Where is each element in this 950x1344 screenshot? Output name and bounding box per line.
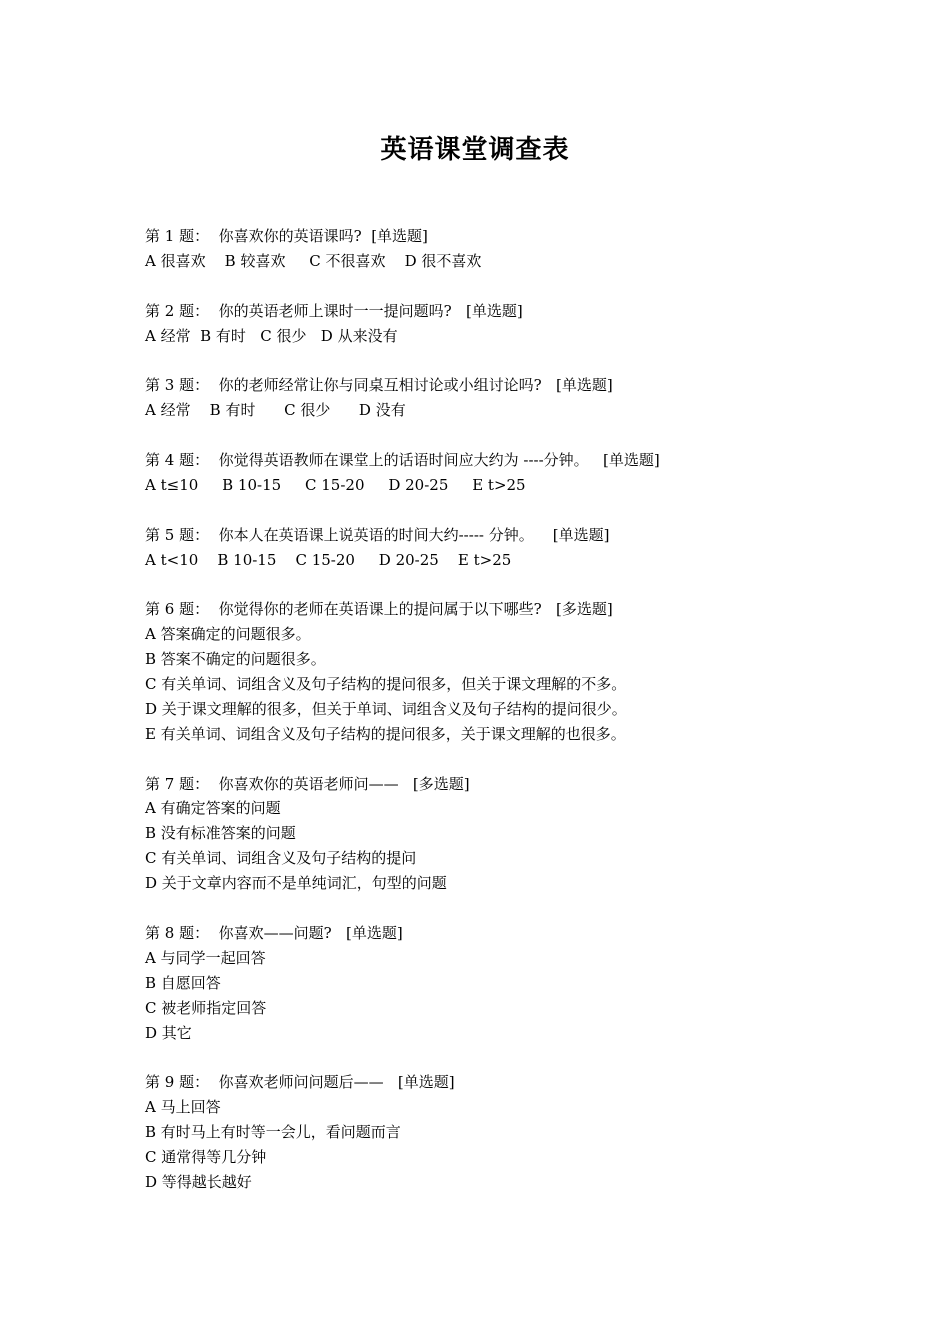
question-prompt: 第 2 题： 你的英语老师上课时一一提问题吗? [单选题] <box>145 301 523 320</box>
question-prompt: 第 7 题： 你喜欢你的英语老师问—— [多选题] <box>145 774 470 793</box>
question-4 <box>145 448 845 498</box>
question-option: D 关于课文理解的很多，但关于单词、词组含义及句子结构的提问很少。 <box>145 699 627 718</box>
question-prompt: 第 8 题： 你喜欢——问题? [单选题] <box>145 923 403 942</box>
question-2 <box>145 299 845 349</box>
document-title: 英语课堂调查表 <box>380 135 570 165</box>
question-prompt: 第 6 题： 你觉得你的老师在英语课上的提问属于以下哪些? [多选题] <box>145 600 613 619</box>
question-option: C 有关单词、词组含义及句子结构的提问很多，但关于课文理解的不多。 <box>145 675 627 694</box>
question-3 <box>145 373 845 423</box>
question-prompt: 第 4 题： 你觉得英语教师在课堂上的话语时间应大约为 ----分钟。 [单选题] <box>145 451 660 470</box>
question-prompt: 第 3 题： 你的老师经常让你与同桌互相讨论或小组讨论吗? [单选题] <box>145 376 613 395</box>
question-6 <box>145 597 845 746</box>
question-option: B 有时马上有时等一会儿，看问题而言 <box>145 1123 401 1142</box>
question-8 <box>145 921 845 1045</box>
question-7 <box>145 772 845 896</box>
question-option: B 没有标准答案的问题 <box>145 824 296 843</box>
question-5 <box>145 523 845 573</box>
question-prompt: 第 5 题： 你本人在英语课上说英语的时间大约----- 分钟。 [单选题] <box>145 525 610 544</box>
question-option: B 自愿回答 <box>145 973 221 992</box>
question-option: A 答案确定的问题很多。 <box>145 625 311 644</box>
question-option: A 很喜欢 B 较喜欢 C 不很喜欢 D 很不喜欢 <box>145 251 482 270</box>
question-option: A 经常 B 有时 C 很少 D 没有 <box>145 401 406 420</box>
question-option: D 等得越长越好 <box>145 1172 252 1191</box>
question-option: C 通常得等几分钟 <box>145 1147 267 1166</box>
question-1 <box>145 224 845 274</box>
question-option: C 有关单词、词组含义及句子结构的提问 <box>145 849 417 868</box>
question-option: A 马上回答 <box>145 1098 221 1117</box>
question-option: C 被老师指定回答 <box>145 998 267 1017</box>
question-option: A t≤10 B 10-15 C 15-20 D 20-25 E t>25 <box>145 475 526 494</box>
question-9 <box>145 1070 845 1194</box>
question-option: A 有确定答案的问题 <box>145 799 281 818</box>
question-option: A 经常 B 有时 C 很少 D 从来没有 <box>145 326 398 345</box>
question-option: D 其它 <box>145 1023 192 1042</box>
question-option: B 答案不确定的问题很多。 <box>145 650 326 669</box>
question-option: E 有关单词、词组含义及句子结构的提问很多，关于课文理解的也很多。 <box>145 724 626 743</box>
question-prompt: 第 9 题： 你喜欢老师问问题后—— [单选题] <box>145 1073 455 1092</box>
question-option: A 与同学一起回答 <box>145 948 266 967</box>
question-option: D 关于文章内容而不是单纯词汇，句型的问题 <box>145 874 447 893</box>
question-list <box>145 224 845 1220</box>
question-option: A t<10 B 10-15 C 15-20 D 20-25 E t>25 <box>145 550 512 569</box>
question-prompt: 第 1 题： 你喜欢你的英语课吗? [单选题] <box>145 227 428 245</box>
